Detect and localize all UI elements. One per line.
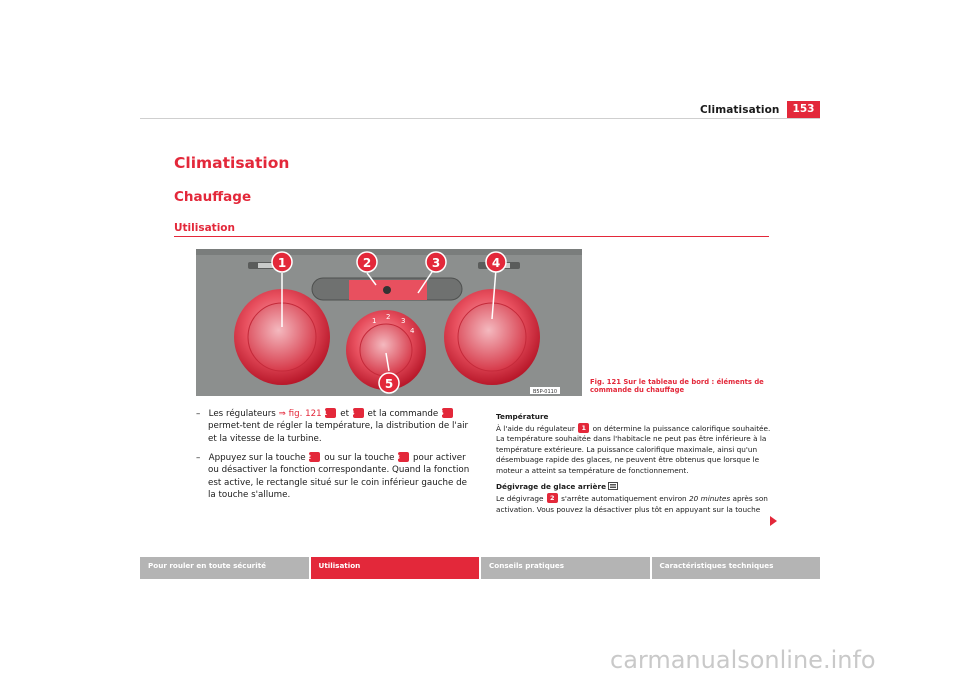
chapter-title: Climatisation bbox=[174, 154, 290, 172]
defrost-paragraph: Dégivrage de glace arrière Le dégivrage 2 s'arrête automatiquement environ 20 minutes après son activation. Vous pouvez la désactiver plus tôt en appuyant sur la touche bbox=[496, 482, 768, 514]
image-code: B5P-0110 bbox=[532, 389, 558, 395]
air-distribution-knob bbox=[444, 289, 540, 385]
ref-badge-2: 2 bbox=[309, 452, 320, 462]
tab-practical-tips[interactable]: Conseils pratiques bbox=[481, 557, 650, 579]
section-title: Chauffage bbox=[174, 189, 252, 205]
page-number: 153 bbox=[787, 101, 820, 118]
svg-text:4: 4 bbox=[491, 256, 501, 270]
rear-defrost-icon bbox=[608, 482, 618, 490]
continue-arrow-icon[interactable] bbox=[770, 516, 777, 526]
svg-text:4: 4 bbox=[410, 327, 415, 335]
ref-badge-4: 4 bbox=[353, 408, 364, 418]
subsection-divider bbox=[174, 236, 769, 237]
header-divider bbox=[140, 118, 820, 119]
svg-text:3: 3 bbox=[401, 317, 406, 325]
bullet-2: – Appuyez sur la touche 2 ou sur la touche 3 pour activer ou désactiver la fonction correspondante. Quand la fonction est active, le rectangle situé sur le coin inférieur gauche de la touche s'allume. bbox=[196, 453, 470, 501]
running-title: Climatisation bbox=[700, 104, 780, 116]
ref-badge-1: 1 bbox=[325, 408, 336, 418]
chapter-nav-bar bbox=[140, 557, 820, 579]
ref-badge-3: 3 bbox=[398, 452, 409, 462]
ref-badge-5: 5 bbox=[442, 408, 453, 418]
ref-badge-2b: 2 bbox=[547, 493, 558, 503]
svg-text:1: 1 bbox=[277, 256, 287, 270]
svg-text:1: 1 bbox=[372, 317, 377, 325]
bullet-1: – Les régulateurs ⇒ fig. 121 1 et 4 et la commande 5 permet-tent de régler la température, la distribution de l'air et la vitesse de la turbine. bbox=[196, 409, 469, 444]
defrost-heading: Dégivrage de glace arrière bbox=[496, 482, 607, 492]
temperature-paragraph: Température À l'aide du régulateur 1 on détermine la puissance calorifique souhaitée. La température souhaitée dans l'habitacle ne peut pas être inférieure à la température extérieure. La puissance calorifique maximale, ainsi qu'un désembuage rapide des glaces, ne peuvent être obtenus que lorsque le moteur a atteint sa température de fonctionnement. bbox=[496, 412, 771, 475]
ref-badge-1b: 1 bbox=[578, 423, 589, 433]
heating-panel-illustration bbox=[196, 249, 582, 396]
figure-reference-link[interactable]: ⇒ fig. 121 bbox=[278, 409, 322, 419]
svg-text:3: 3 bbox=[431, 256, 441, 270]
tab-usage[interactable]: Utilisation bbox=[311, 557, 480, 579]
subsection-title: Utilisation bbox=[174, 222, 235, 234]
svg-text:5: 5 bbox=[384, 377, 394, 391]
right-column bbox=[496, 412, 776, 521]
tab-safety[interactable]: Pour rouler en toute sécurité bbox=[140, 557, 309, 579]
figure-caption: Fig. 121 Sur le tableau de bord : éléments de commande du chauffage bbox=[590, 378, 764, 395]
temperature-heading: Température bbox=[496, 412, 549, 421]
watermark: carmanualsonline.info bbox=[610, 646, 876, 674]
left-column bbox=[196, 408, 471, 508]
heating-controls-figure bbox=[196, 249, 582, 396]
svg-text:2: 2 bbox=[362, 256, 372, 270]
tab-technical-specs[interactable]: Caractéristiques techniques bbox=[652, 557, 821, 579]
svg-text:2: 2 bbox=[386, 313, 391, 321]
